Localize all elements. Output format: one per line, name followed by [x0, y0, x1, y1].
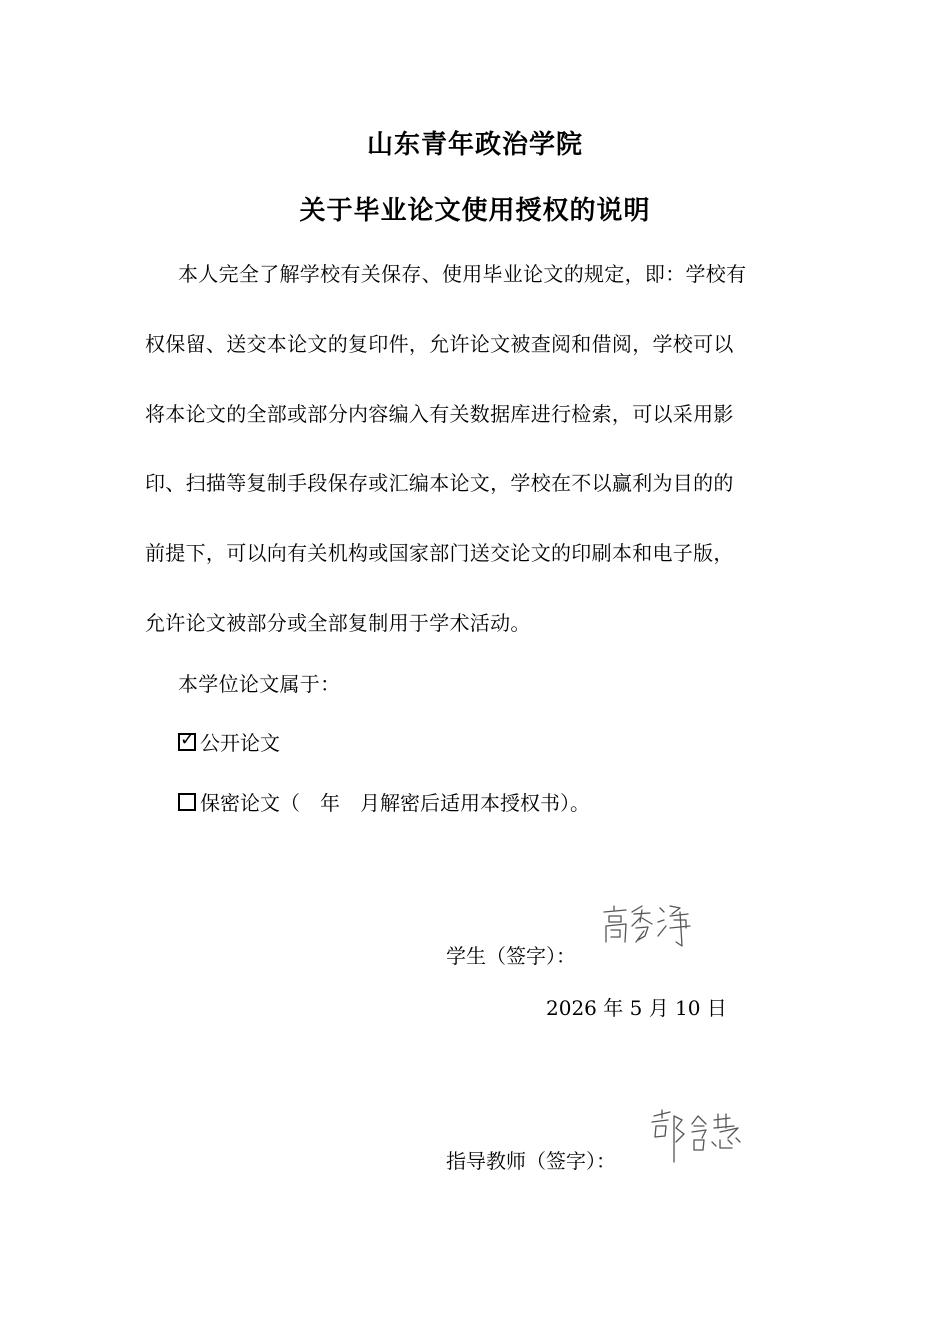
school-name-title: 山东青年政治学院 [366, 130, 583, 160]
option-label: 公开论文 [200, 731, 280, 755]
option-public-thesis[interactable] [178, 727, 280, 756]
body-line-4: 印、扫描等复制手段保存或汇编本论文，学校在不以赢利为目的的 [145, 471, 734, 495]
body-line-3: 将本论文的全部或部分内容编入有关数据库进行检索，可以采用影 [145, 402, 734, 426]
student-signature [600, 898, 700, 958]
document-title: 关于毕业论文使用授权的说明 [299, 196, 651, 226]
body-line-6: 允许论文被部分或全部复制用于学术活动。 [145, 611, 531, 635]
body-line-5: 前提下，可以向有关机构或国家部门送交论文的印刷本和电子版， [145, 541, 734, 565]
body-line-1: 本人完全了解学校有关保存、使用毕业论文的规定，即：学校有 [178, 262, 747, 286]
option-label: 保密论文（ 年 月解密后适用本授权书）。 [200, 791, 590, 815]
body-line-2: 权保留、送交本论文的复印件，允许论文被查阅和借阅，学校可以 [145, 332, 734, 356]
checked-checkbox-icon[interactable]: ✓ [180, 729, 196, 750]
option-confidential-thesis[interactable] [178, 787, 590, 816]
belongs-label: 本学位论文属于： [178, 672, 341, 696]
signing-date: 2026 年 5 月 10 日 [546, 996, 727, 1020]
advisor-signature-label: 指导教师（签字）： [446, 1149, 616, 1173]
advisor-signature [648, 1106, 748, 1166]
student-signature-label: 学生（签字）： [446, 944, 576, 968]
unchecked-checkbox-icon[interactable] [178, 793, 196, 811]
